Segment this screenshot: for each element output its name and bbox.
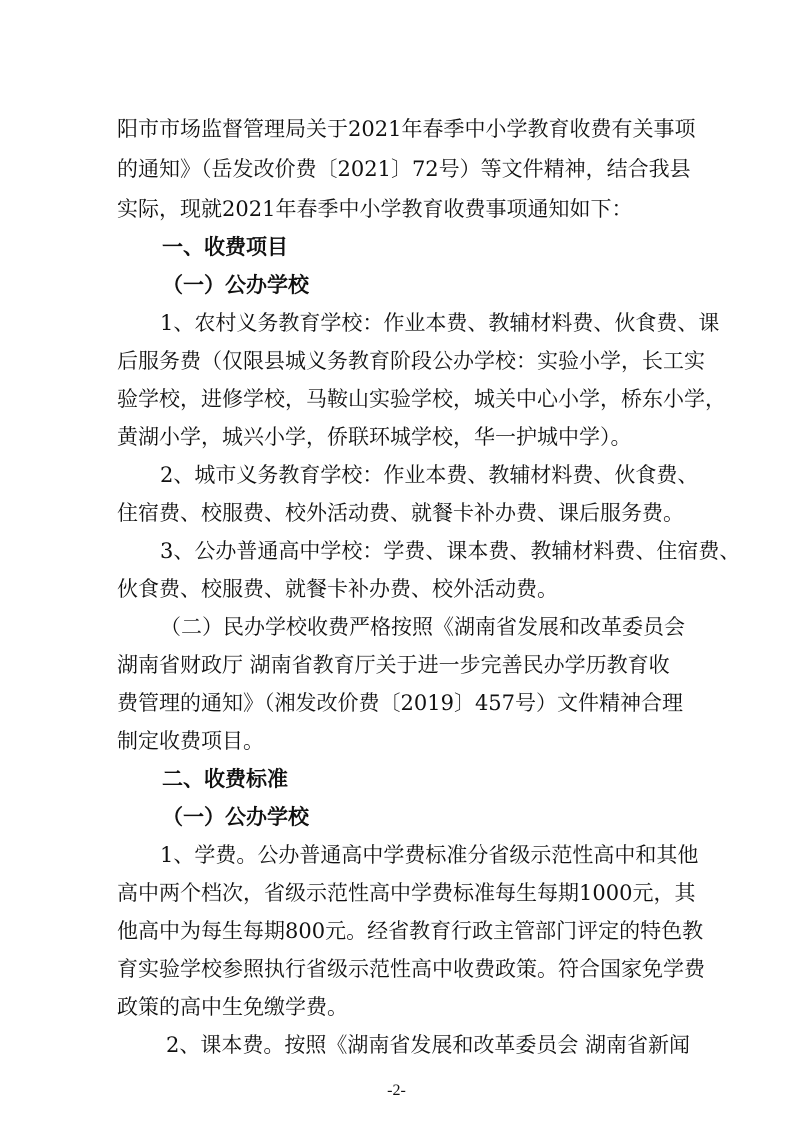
subsection-heading: （一）公办学校 [162, 805, 309, 829]
paragraph-line: 黄湖小学，城兴小学，侨联环城学校，华一护城中学）。 [117, 425, 632, 449]
paragraph-line: 湖南省财政厅 湖南省教育厅关于进一步完善民办学历教育收 [117, 653, 670, 677]
paragraph-line: 1、农村义务教育学校：作业本费、教辅材料费、伙食费、课 [160, 311, 720, 335]
paragraph-line: 政策的高中生免缴学费。 [117, 995, 348, 1019]
paragraph-line: 高中两个档次，省级示范性高中学费标准每生每期1000元，其 [117, 881, 696, 905]
page-number: -2- [387, 1082, 406, 1099]
paragraph-line: 实际，现就2021年春季中小学教育收费事项通知如下： [117, 197, 633, 221]
subsection-heading: （一）公办学校 [162, 273, 309, 297]
paragraph-line: 育实验学校参照执行省级示范性高中收费政策。符合国家免学费 [117, 957, 705, 981]
paragraph-line: 伙食费、校服费、就餐卡补办费、校外活动费。 [117, 577, 558, 601]
paragraph-line: 住宿费、校服费、校外活动费、就餐卡补办费、课后服务费。 [117, 501, 684, 525]
paragraph-line: 验学校，进修学校，马鞍山实验学校，城关中心小学，桥东小学， [117, 387, 726, 411]
section-heading: 二、收费标准 [162, 767, 288, 791]
paragraph-line: 制定收费项目。 [117, 729, 264, 753]
paragraph-line: 阳市市场监督管理局关于2021年春季中小学教育收费有关事项 [117, 117, 696, 141]
paragraph-line: 2、课本费。按照《湖南省发展和改革委员会 湖南省新闻 [166, 1033, 691, 1057]
paragraph-line: 2、城市义务教育学校：作业本费、教辅材料费、伙食费、 [160, 463, 699, 487]
paragraph-line: 他高中为每生每期800元。经省教育行政主管部门评定的特色教 [117, 919, 704, 943]
paragraph-line: 3、公办普通高中学校：学费、课本费、教辅材料费、住宿费、 [160, 539, 741, 563]
section-heading: 一、收费项目 [162, 235, 288, 259]
paragraph-line: 1、学费。公办普通高中学费标准分省级示范性高中和其他 [160, 843, 699, 867]
paragraph-line: 的通知》（岳发改价费〔2021〕72号）等文件精神，结合我县 [117, 157, 691, 181]
paragraph-line: 费管理的通知》（湘发改价费〔2019〕457号）文件精神合理 [117, 691, 684, 715]
paragraph-line: 后服务费（仅限县城义务教育阶段公办学校：实验小学，长工实 [117, 349, 705, 373]
paragraph-line: （二）民办学校收费严格按照《湖南省发展和改革委员会 [160, 615, 685, 639]
